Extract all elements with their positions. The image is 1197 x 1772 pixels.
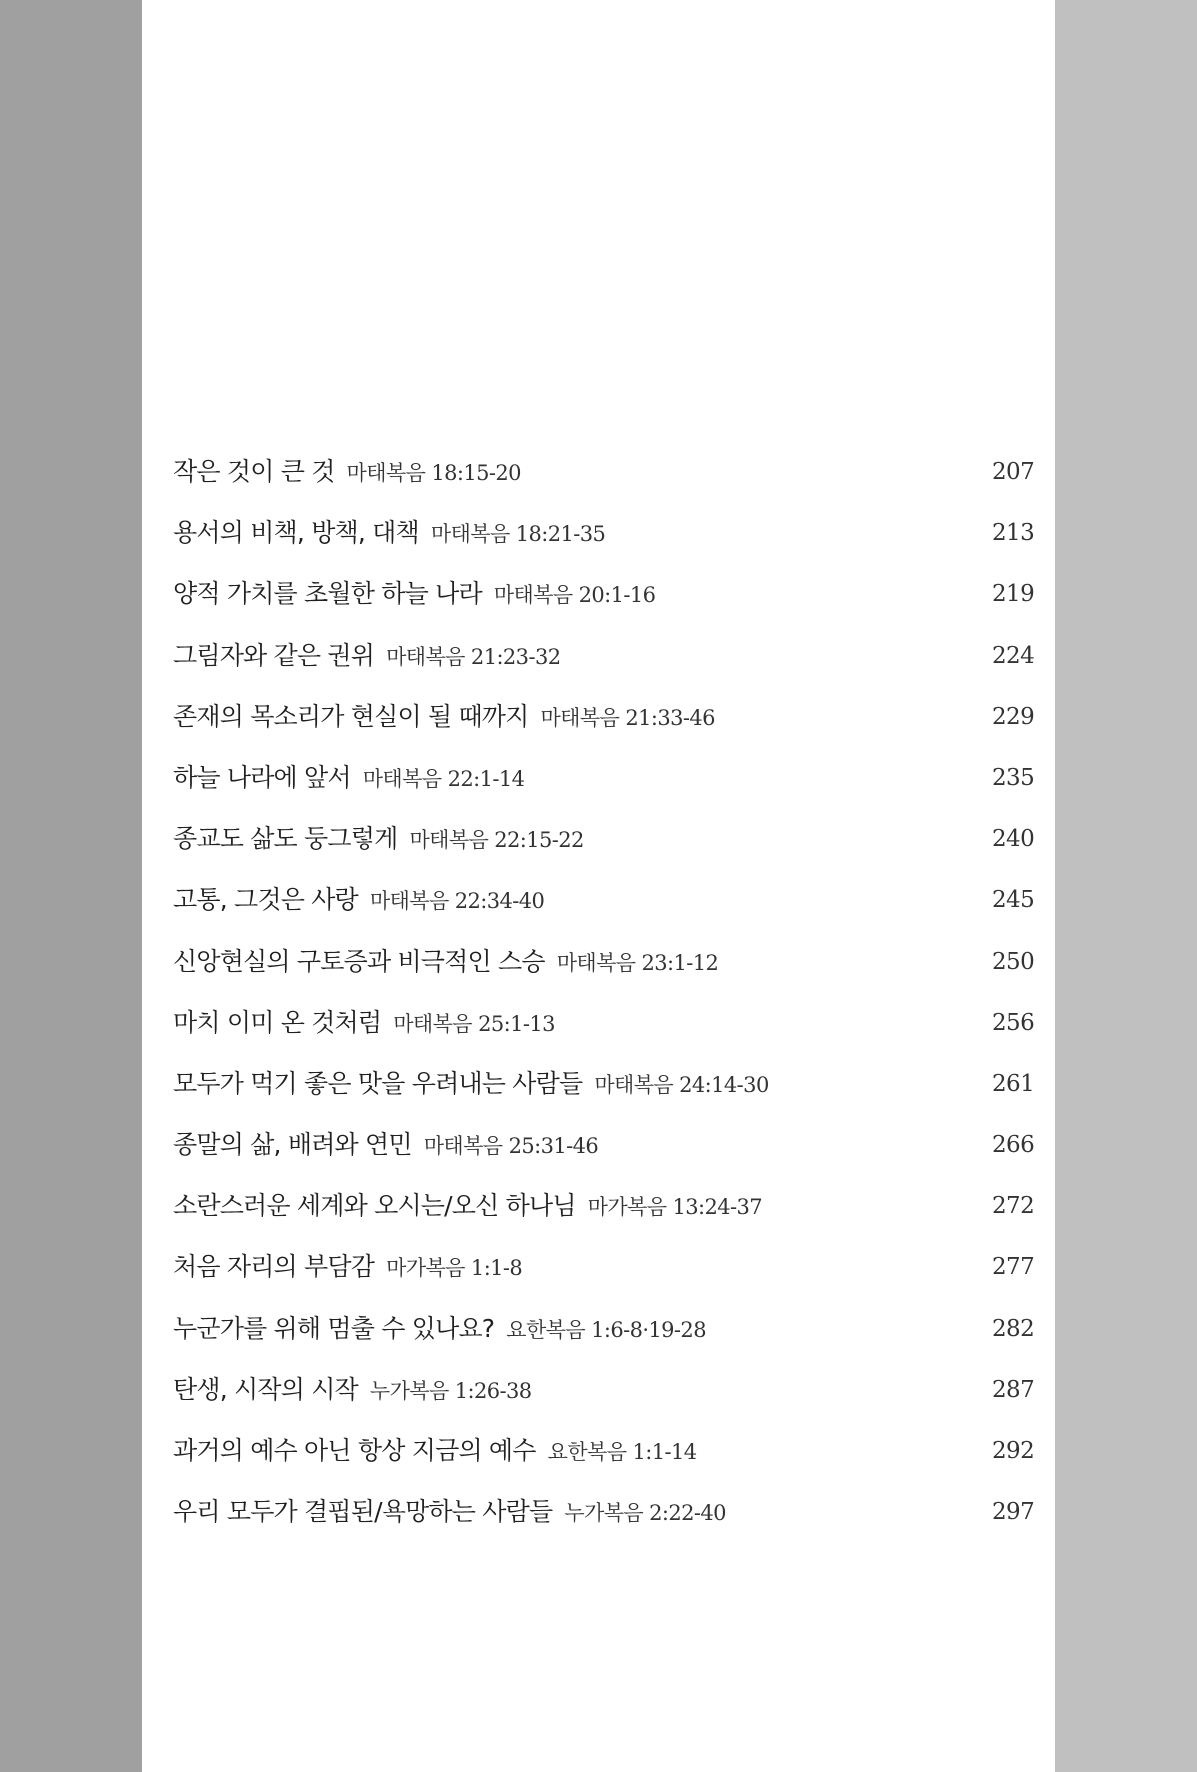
toc-entry [173, 815, 1132, 876]
entry-title: 종교도 삶도 둥그렇게 [173, 824, 398, 854]
entry-scripture-reference: 마태복음 18:21-35 [430, 522, 606, 547]
entry-title: 신앙현실의 구토증과 비극적인 스승 [173, 946, 545, 976]
entry-page-number: 287 [992, 1376, 1035, 1403]
toc-entry [173, 448, 1132, 509]
entry-scripture-reference: 마가복음 1:1-8 [386, 1256, 523, 1281]
entry-title: 하늘 나라에 앞서 [173, 762, 351, 792]
entry-page-number: 277 [992, 1254, 1035, 1281]
entry-scripture-reference: 마태복음 25:31-46 [423, 1134, 599, 1159]
toc-entry [173, 1060, 1132, 1121]
toc-entry [173, 1243, 1132, 1304]
entry-title: 과거의 예수 아닌 항상 지금의 예수 [173, 1436, 536, 1465]
entry-scripture-reference: 마가복음 13:24-37 [587, 1195, 763, 1220]
toc-entry [173, 1427, 1132, 1488]
toc-entry [173, 509, 1132, 570]
entry-scripture-reference: 마태복음 21:23-32 [386, 644, 561, 669]
entry-page-number: 261 [992, 1070, 1035, 1097]
toc-entry [173, 1488, 1132, 1549]
entry-title: 용서의 비책, 방책, 대책 [173, 518, 419, 548]
entry-page-number: 219 [992, 581, 1035, 608]
entry-page-number: 256 [992, 1009, 1035, 1036]
entry-title: 종말의 삶, 배려와 연민 [173, 1130, 412, 1160]
entry-scripture-reference: 마태복음 24:14-30 [594, 1072, 769, 1097]
entry-title: 우리 모두가 결핍된/욕망하는 사람들 [173, 1497, 553, 1527]
entry-scripture-reference: 요한복음 1:1-14 [547, 1440, 697, 1464]
entry-scripture-reference: 마태복음 22:34-40 [369, 889, 545, 914]
entry-scripture-reference: 마태복음 22:15-22 [409, 828, 584, 853]
entry-title: 양적 가치를 초월한 하늘 나라 [173, 579, 482, 609]
toc-entry [173, 693, 1132, 754]
toc-entry [173, 1121, 1132, 1182]
entry-page-number: 245 [992, 887, 1035, 914]
entry-title: 탄생, 시작의 시작 [173, 1374, 358, 1404]
book-page [142, 0, 1055, 1772]
toc-entry [173, 632, 1132, 693]
entry-scripture-reference: 마태복음 21:33-46 [540, 705, 715, 730]
entry-scripture-reference: 누가복음 2:22-40 [564, 1501, 726, 1526]
toc-entry [173, 999, 1132, 1060]
entry-page-number: 235 [992, 764, 1035, 791]
entry-page-number: 213 [992, 520, 1035, 547]
toc-entry [173, 754, 1132, 815]
toc-entry [173, 1182, 1132, 1243]
entry-page-number: 240 [992, 826, 1035, 853]
toc-entry [173, 570, 1132, 631]
entry-title: 고통, 그것은 사랑 [173, 885, 358, 915]
entry-page-number: 229 [992, 703, 1035, 730]
toc-entry [173, 1366, 1132, 1427]
entry-page-number: 292 [992, 1438, 1035, 1464]
table-of-contents [173, 448, 1132, 1549]
entry-scripture-reference: 마태복음 22:1-14 [362, 766, 525, 791]
left-page-edge [0, 0, 142, 1772]
entry-title: 누군가를 위해 멈출 수 있나요? [173, 1313, 495, 1343]
entry-scripture-reference: 마태복음 18:15-20 [346, 461, 521, 485]
toc-entry [173, 938, 1132, 999]
entry-page-number: 297 [992, 1499, 1035, 1526]
entry-page-number: 224 [992, 642, 1035, 669]
entry-scripture-reference: 마태복음 20:1-16 [493, 583, 656, 608]
entry-page-number: 207 [992, 459, 1035, 485]
entry-title: 처음 자리의 부담감 [173, 1252, 375, 1282]
entry-scripture-reference: 마태복음 25:1-13 [393, 1011, 555, 1036]
entry-title: 마치 이미 온 것처럼 [173, 1007, 382, 1037]
entry-title: 소란스러운 세계와 오시는/오신 하나님 [173, 1191, 576, 1221]
entry-scripture-reference: 요한복음 1:6-8·19-28 [506, 1317, 706, 1342]
entry-page-number: 250 [992, 948, 1035, 975]
toc-entry [173, 876, 1132, 937]
entry-scripture-reference: 누가복음 1:26-38 [369, 1378, 532, 1403]
toc-entry [173, 1305, 1132, 1366]
entry-page-number: 272 [992, 1193, 1035, 1220]
entry-page-number: 282 [992, 1315, 1035, 1342]
entry-title: 작은 것이 큰 것 [173, 457, 335, 486]
entry-title: 그림자와 같은 권위 [173, 640, 375, 670]
entry-scripture-reference: 마태복음 23:1-12 [556, 950, 719, 975]
entry-title: 존재의 목소리가 현실이 될 때까지 [173, 701, 529, 731]
entry-page-number: 266 [992, 1132, 1035, 1159]
entry-title: 모두가 먹기 좋은 맛을 우려내는 사람들 [173, 1068, 583, 1098]
